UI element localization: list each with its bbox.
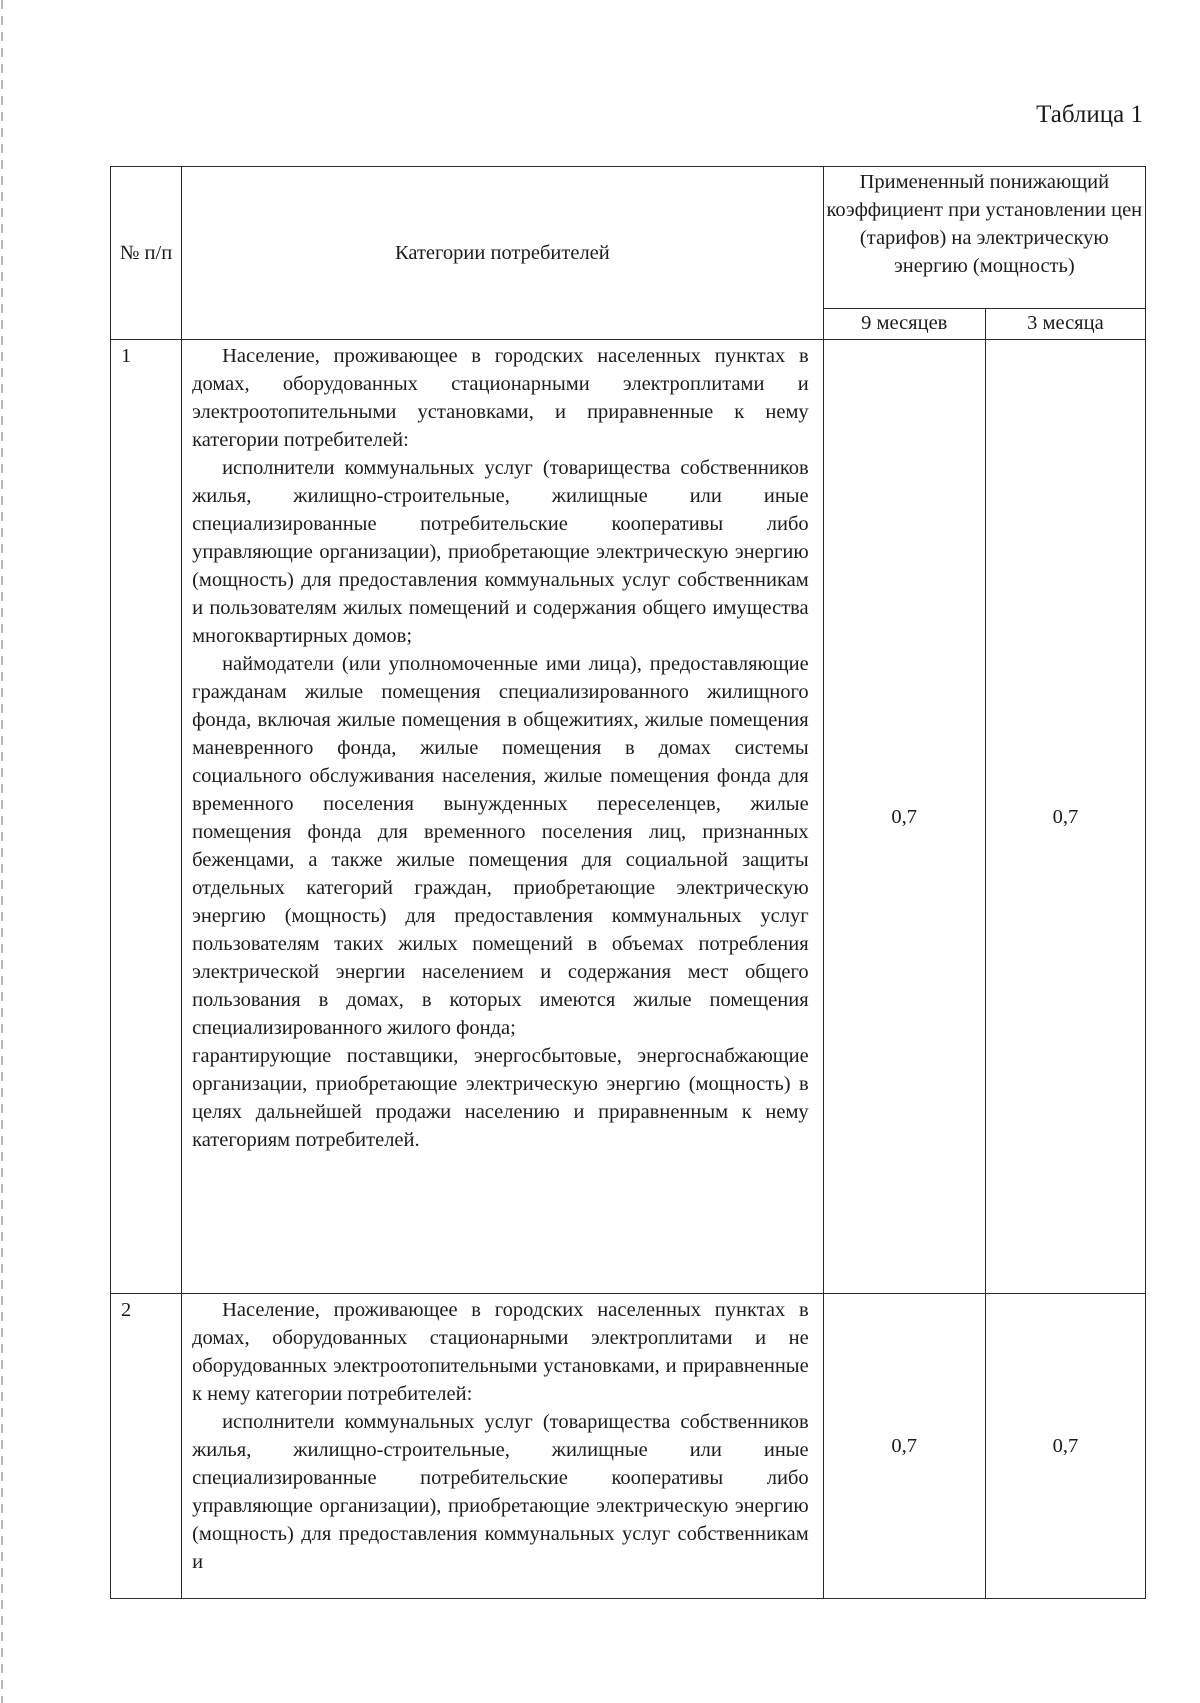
row-category [182, 1294, 824, 1599]
header-category: Категории потребителей [182, 167, 824, 340]
category-paragraph: исполнители коммунальных услуг (товарищества собственников жилья, жилищно-строительные, жилищные или иные специализированные потребительские кооперативы либо управляющие организации), приобретающие электрическую энергию (мощность) для предоставления коммунальных услуг собственникам и пользователям жилых помещений и содержания общего имущества многоквартирных домов; [192, 457, 809, 647]
coefficient-3-months: 0,7 [985, 340, 1145, 1294]
header-9-months: 9 месяцев [823, 309, 985, 340]
table-row [111, 1294, 1146, 1599]
category-paragraph: Население, проживающее в городских населенных пунктах в домах, оборудованных стационарными электроплитами и электроотопительными установками, и приравненные к нему категории потребителей: [192, 345, 809, 451]
category-paragraph: исполнители коммунальных услуг (товарищества собственников жилья, жилищно-строительные, жилищные или иные специализированные потребительские кооперативы либо управляющие организации), приобретающие электрическую энергию (мощность) для предоставления коммунальных услуг собственникам и [192, 1411, 809, 1573]
binding-margin-line [1, 0, 3, 1703]
coefficient-9-months: 0,7 [823, 1294, 985, 1599]
row-number: 1 [111, 340, 182, 1294]
tariff-coefficient-table [110, 166, 1146, 1599]
coefficient-3-months: 0,7 [985, 1294, 1145, 1599]
category-paragraph: наймодатели (или уполномоченные ими лица), предоставляющие гражданам жилые помещения специализированного жилищного фонда, включая жилые помещения в общежитиях, жилые помещения маневренного фонда, жилые помещения в домах системы социального обслуживания населения, жилые помещения фонда для временного поселения вынужденных переселенцев, жилые помещения фонда для временного поселения лиц, признанных беженцами, а также жилые помещения для социальной защиты отдельных категорий граждан, приобретающие электрическую энергию (мощность) для предоставления коммунальных услуг пользователям таких жилых помещений в объемах потребления электрической энергии населением и содержания мест общего пользования в домах, в которых имеются жилые помещения специализированного жилого фонда; [192, 653, 809, 1039]
table-header-row [111, 167, 1146, 309]
row-number: 2 [111, 1294, 182, 1599]
table-caption: Таблица 1 [1036, 101, 1143, 128]
table-row [111, 340, 1146, 1294]
header-coefficient: Примененный понижающий коэффициент при установлении цен (тарифов) на электрическую энергию (мощность) [823, 167, 1145, 309]
coefficient-9-months: 0,7 [823, 340, 985, 1294]
category-paragraph: гарантирующие поставщики, энергосбытовые, энергоснабжающие организации, приобретающие электрическую энергию (мощность) в целях дальнейшей продажи населению и приравненным к нему категориям потребителей. [192, 1045, 809, 1151]
category-paragraph: Население, проживающее в городских населенных пунктах в домах, оборудованных стационарными электроплитами и не оборудованных электроотопительными установками, и приравненные к нему категории потребителей: [192, 1299, 809, 1405]
row-category [182, 340, 824, 1294]
header-3-months: 3 месяца [985, 309, 1145, 340]
header-number: № п/п [111, 167, 182, 340]
